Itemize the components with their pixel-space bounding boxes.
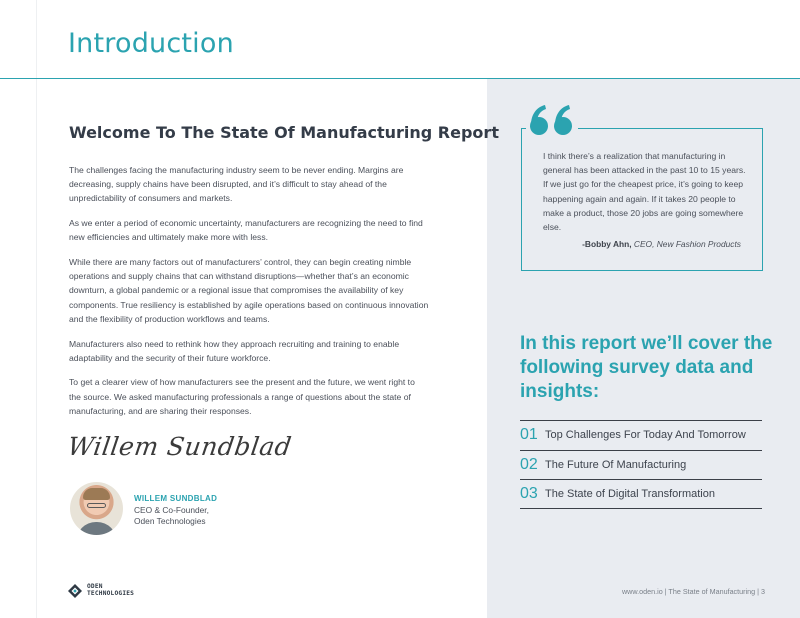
page-margin-line [36, 0, 37, 618]
author-avatar [70, 482, 123, 535]
quote-author-title: CEO, [633, 239, 655, 249]
intro-body [69, 163, 429, 429]
quote-author-company: New Fashion Products [656, 239, 741, 249]
topic-item [520, 479, 762, 509]
topic-label: Top Challenges For Today And Tomorrow [545, 429, 746, 442]
page-footer: www.oden.io | The State of Manufacturing | 3 [621, 587, 765, 596]
logo-line-2: TECHNOLOGIES [87, 590, 135, 597]
page-title: Introduction [68, 28, 234, 59]
author-role: CEO & Co-Founder, [134, 505, 209, 515]
report-heading: In this report we’ll cover the following survey data and insights: [520, 333, 773, 402]
topic-number: 03 [520, 484, 538, 502]
intro-paragraph: The challenges facing the manufacturing industry seem to be never ending. Margins are decreasing, supply chains have been disrupted, and it’s difficult to stay ahead of the unpredictability of consumers and markets. [69, 165, 404, 204]
topic-item [520, 420, 762, 450]
topic-label: The Future Of Manufacturing [545, 458, 687, 471]
company-logo [68, 584, 134, 598]
quote-text: I think there’s a realization that manufacturing in general has been attacked in the past 10 to 15 years. If we just go for the cheapest price, it’s going to keep happening again and again. If it takes 20 people to make a product, those 20 jobs are going somewhere else. [543, 151, 746, 233]
logo-line-1: ODEN [87, 583, 103, 591]
topic-number: 02 [520, 455, 538, 473]
topic-number: 01 [520, 426, 538, 444]
intro-paragraph: To get a clearer view of how manufacturers see the present and the future, we went right to the source. We asked manufacturing professionals a range of questions about the state of manufacturing, and are sharing their responses. [69, 377, 415, 416]
handwritten-signature: Willem Sundblad [65, 432, 294, 461]
author-name: WILLEM SUNDBLAD [134, 494, 218, 503]
oden-logo-icon [68, 584, 82, 598]
quote-mark-icon [526, 100, 578, 140]
topic-item [520, 450, 762, 480]
quote-attribution [543, 239, 741, 249]
topic-list [520, 420, 762, 509]
intro-paragraph: While there are many factors out of manufacturers’ control, they can begin creating nimble operations and supply chains that can withstand disruptions—whether that’s an economic downturn, a global pandemic or a regional issue that compromises the availability of key components. True resiliency is established by agile operations based on continuous innovation and the flexibility of production workflows and teams. [69, 257, 429, 324]
author-company: Oden Technologies [134, 516, 206, 526]
topic-label: The State of Digital Transformation [545, 487, 715, 500]
section-heading: Welcome To The State Of Manufacturing Report [69, 123, 499, 142]
quote-author: -Bobby Ahn, [582, 239, 632, 249]
intro-paragraph: Manufacturers also need to rethink how they approach recruiting and training to enable adaptability and the security of their future workforce. [69, 338, 400, 363]
logo-text [87, 584, 134, 597]
intro-paragraph: As we enter a period of economic uncertainty, manufacturers are recognizing the need to find new efficiencies and ultimately make more with less. [69, 218, 423, 243]
